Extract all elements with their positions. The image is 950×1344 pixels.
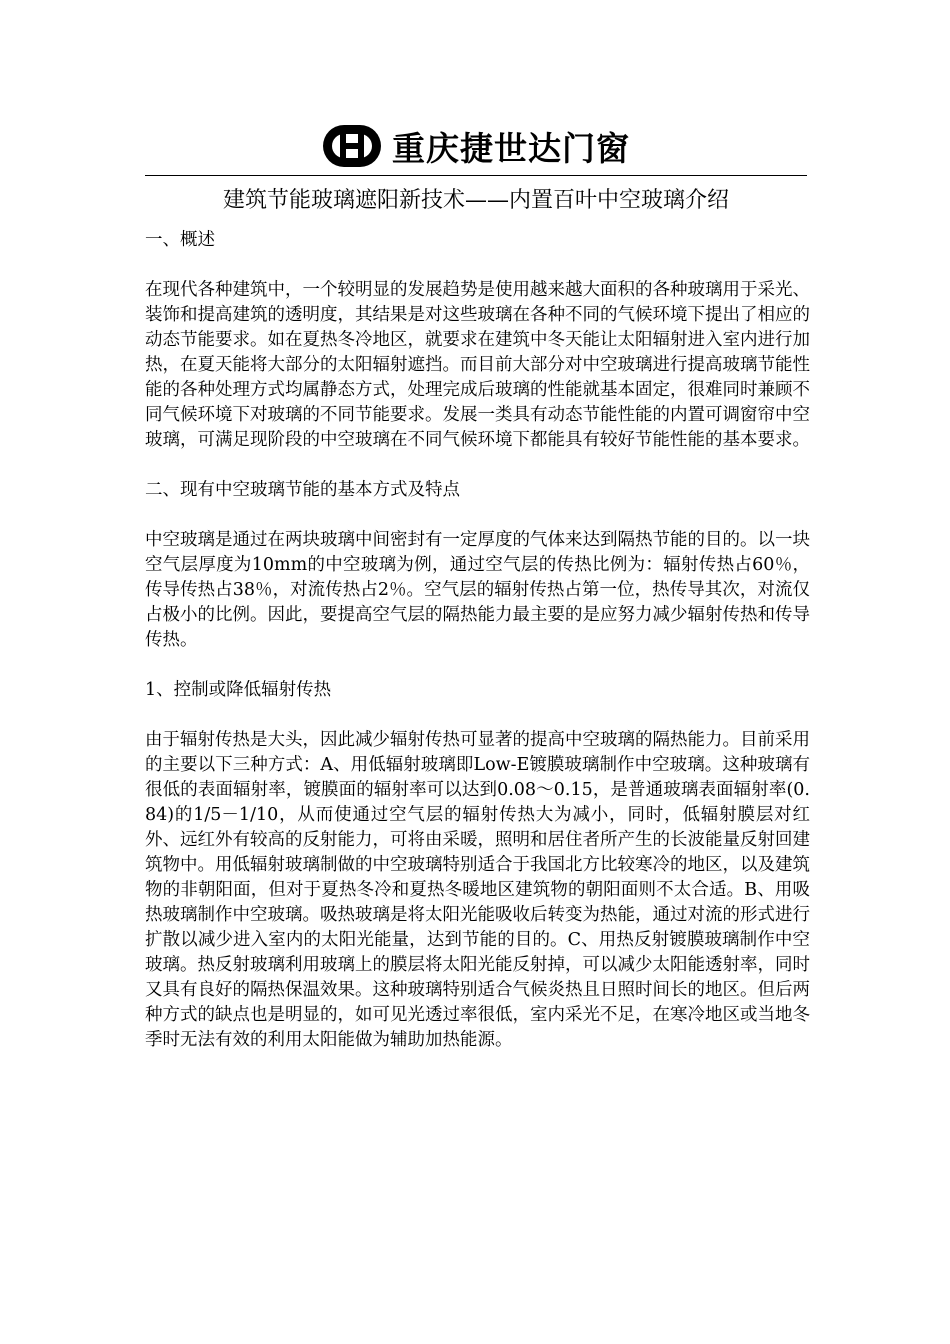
header-rule — [145, 175, 807, 176]
company-logo-icon — [322, 124, 382, 168]
section-heading-overview: 一、概述 — [145, 230, 215, 250]
brand — [145, 118, 807, 174]
document-title: 建筑节能玻璃遮阳新技术——内置百叶中空玻璃介绍 — [222, 188, 729, 213]
section-heading-existing-methods: 二、现有中空玻璃节能的基本方式及特点 — [145, 480, 460, 500]
company-name: 重庆捷世达门窗 — [392, 128, 630, 168]
paragraph-radiation-control: 由于辐射传热是大头，因此减少辐射传热可显著的提高中空玻璃的隔热能力。目前采用的主要以下三种方式：A、用低辐射玻璃即Low-E镀膜玻璃制作中空玻璃。这种玻璃有很低的表面辐射率，镀膜面的辐射率可以达到0.08～0.15，是普通玻璃表面辐射率(0.84)的1/5－1/10，从而使通过空气层的辐射传热大为减小，同时，低辐射膜层对红外、远红外有较高的反射能力，可将由采暖，照明和居住者所产生的长波能量反射回建筑物中。用低辐射玻璃制做的中空玻璃特别适合于我国北方比较寒冷的地区，以及建筑物的非朝阳面，但对于夏热冬冷和夏热冬暖地区建筑物的朝阳面则不太合适。B、用吸热玻璃制作中空玻璃。吸热玻璃是将太阳光能吸收后转变为热能，通过对流的形式进行扩散以减少进入室内的太阳光能量，达到节能的目的。C、用热反射镀膜玻璃制作中空玻璃。热反射玻璃利用玻璃上的膜层将太阳光能反射掉，可以减少太阳能透射率，同时又具有良好的隔热保温效果。这种玻璃特别适合气候炎热且日照时间长的地区。但后两种方式的缺点也是明显的，如可见光透过率很低，室内采光不足，在寒冷地区或当地冬季时无法有效的利用太阳能做为辅助加热能源。 — [145, 730, 810, 1050]
paragraph-overview: 在现代各种建筑中，一个较明显的发展趋势是使用越来越大面积的各种玻璃用于采光、装饰和提高建筑的透明度，其结果是对这些玻璃在各种不同的气候环境下提出了相应的动态节能要求。如在夏热冬冷地区，就要求在建筑中冬天能让太阳辐射进入室内进行加热，在夏天能将大部分的太阳辐射遮挡。而目前大部分对中空玻璃进行提高玻璃节能性能的各种处理方式均属静态方式，处理完成后玻璃的性能就基本固定，很难同时兼顾不同气候环境下对玻璃的不同节能要求。发展一类具有动态节能性能的内置可调窗帘中空玻璃，可满足现阶段的中空玻璃在不同气候环境下都能具有较好节能性能的基本要求。 — [145, 280, 810, 450]
section-heading-radiation-control: 1、控制或降低辐射传热 — [145, 680, 332, 700]
document-body — [145, 228, 810, 1078]
paragraph-existing-methods: 中空玻璃是通过在两块玻璃中间密封有一定厚度的气体来达到隔热节能的目的。以一块空气层厚度为10mm的中空玻璃为例，通过空气层的传热比例为：辐射传热占60％，传导传热占38％，对流传热占2％。空气层的辐射传热占第一位，热传导其次，对流仅占极小的比例。因此，要提高空气层的隔热能力最主要的是应努力减少辐射传热和传导传热。 — [145, 530, 810, 650]
letterhead — [145, 118, 807, 174]
